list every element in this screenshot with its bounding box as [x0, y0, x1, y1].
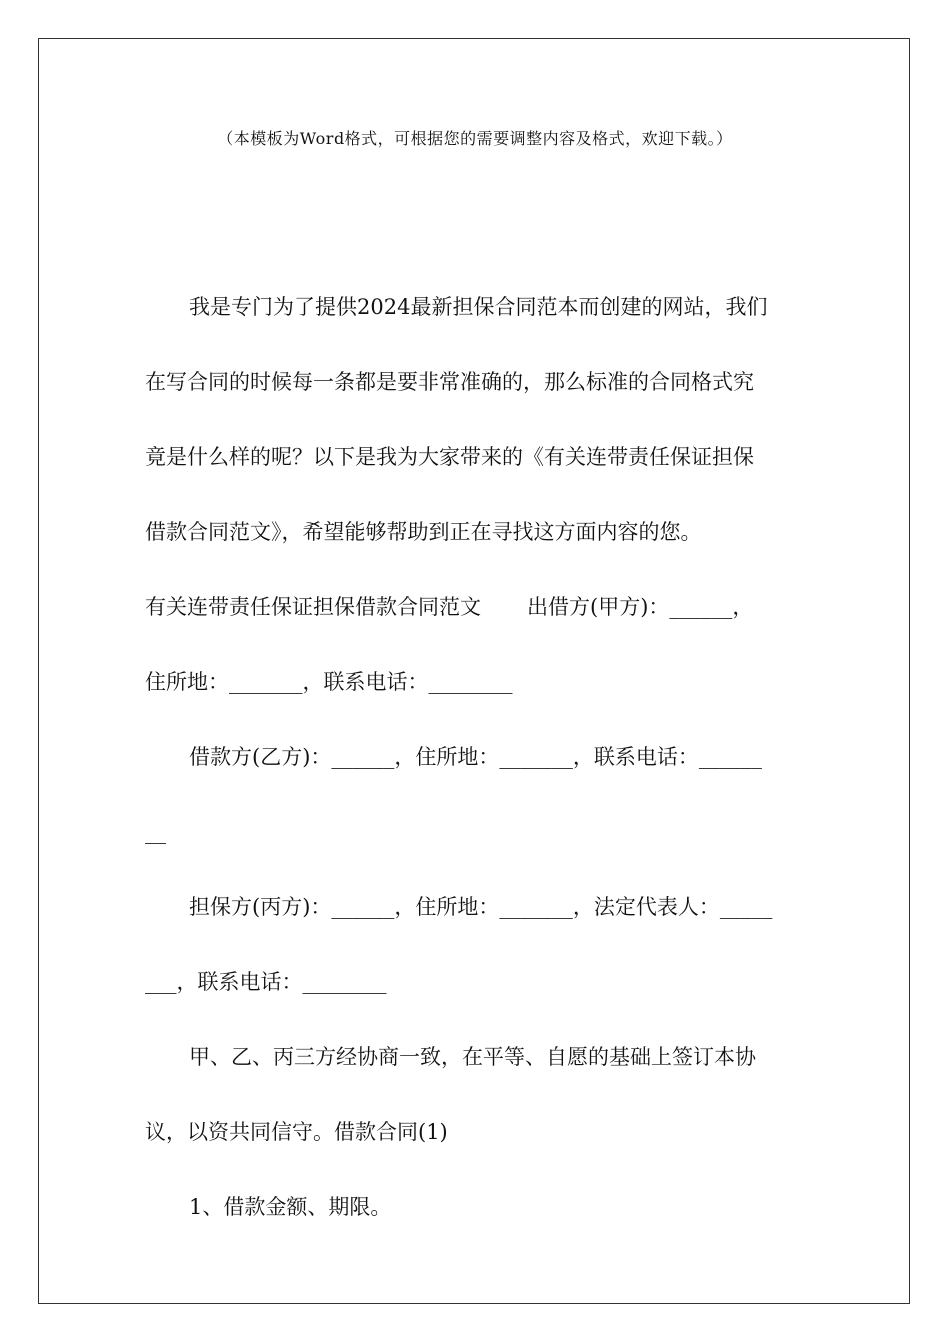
guarantor-line: 担保方(丙方)：______，住所地：_______，法定代表人：_____	[189, 895, 773, 919]
intro-line-3: 竟是什么样的呢？以下是我为大家带来的《有关连带责任保证担保	[145, 445, 754, 469]
title-lender-line	[145, 570, 810, 645]
agreement-line-cont: 议，以资共同信守。借款合同(1)	[145, 1120, 448, 1144]
contract-title: 有关连带责任保证担保借款合同范文	[145, 595, 481, 619]
agreement-line: 甲、乙、丙三方经协商一致，在平等、自愿的基础上签订本协	[189, 1045, 756, 1069]
lender-address-line: 住所地：_______，联系电话：________	[145, 670, 513, 694]
lender-info: 出借方(甲方)：______，	[527, 595, 754, 619]
borrower-line: 借款方(乙方)：______，住所地：_______，联系电话：______	[189, 745, 762, 769]
intro-line-4: 借款合同范文》，希望能够帮助到正在寻找这方面内容的您。	[145, 520, 702, 544]
borrower-line-cont: __	[145, 820, 166, 844]
clause-1-heading: 1、借款金额、期限。	[189, 1195, 392, 1219]
intro-line-2: 在写合同的时候每一条都是要非常准确的，那么标准的合同格式究	[145, 370, 754, 394]
guarantor-line-cont: ___，联系电话：________	[145, 970, 387, 994]
template-note: （本模板为Word格式，可根据您的需要调整内容及格式，欢迎下载。）	[217, 129, 733, 148]
document-body	[145, 270, 810, 1245]
intro-line-1: 我是专门为了提供2024最新担保合同范本而创建的网站，我们	[189, 295, 768, 319]
